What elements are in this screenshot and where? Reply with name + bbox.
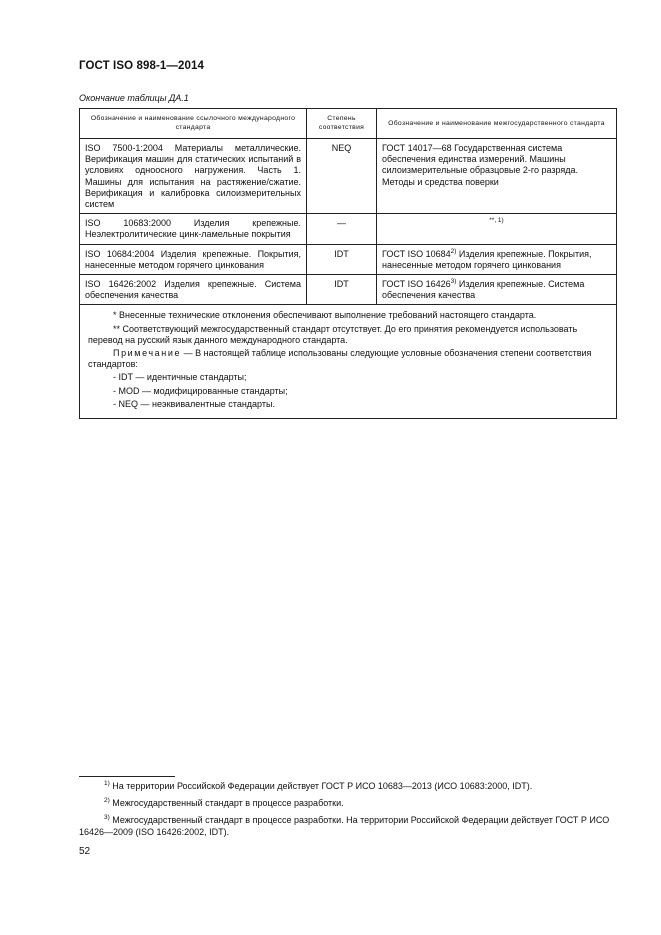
footnote-marker: **, 1): [489, 217, 504, 225]
cell-interstate: [377, 275, 617, 305]
reference-standards-table: [79, 108, 617, 419]
interstate-text: ГОСТ ISO 16426: [382, 279, 451, 290]
cell-international: ISO 10684:2004 Изделия крепежные. Покрытия, нанесенные методом горячего цинкования: [80, 244, 307, 274]
list-item: - NEQ — неэквивалентные стандарты.: [113, 398, 275, 409]
footnote-mark: 3): [104, 814, 110, 821]
cell-degree: IDT: [307, 244, 377, 274]
table-row: [80, 275, 617, 305]
footnote-text: На территории Российской Федерации действует ГОСТ Р ИСО 10683—2013 (ИСО 10683:2000, IDT).: [109, 781, 533, 791]
cell-international: ISO 16426:2002 Изделия крепежные. Система обеспечения качества: [80, 275, 307, 305]
table-caption: Окончание таблицы ДА.1: [79, 93, 189, 103]
interstate-text: ГОСТ 14017—68 Государственная система обеспечения единства измерений. Машины силоизмерительные образцовые 2-го разряда. Методы и средства поверки: [382, 143, 579, 187]
cell-degree: IDT: [307, 275, 377, 305]
cell-international: ISO 7500-1:2004 Материалы металлические. Верификация машин для статических испытаний в условиях одноосного нагружения. Часть 1. Машины для испытания на растяжение/сжатие. Верификация и калибровка силоизмерительных систем: [80, 139, 307, 214]
cell-degree: —: [307, 214, 377, 244]
footnote-marker: 2): [450, 247, 457, 255]
list-item: - IDT — идентичные стандарты;: [113, 372, 247, 383]
table-notes: [80, 305, 617, 419]
note-star-2: ** Соответствующий межгосударственный стандарт отсутствует. До его принятия рекомендуется использовать перевод на русский язык данного международного стандарта.: [88, 323, 578, 345]
column-header-degree: Степень соответствия: [307, 109, 377, 139]
cell-interstate: [377, 139, 617, 214]
footnote-mark: 1): [104, 780, 110, 787]
note-text: — В настоящей таблице использованы следующие условные обозначения степени соответствия стандартов:: [88, 348, 592, 370]
cell-interstate: [377, 244, 617, 274]
column-header-interstate: Обозначение и наименование межгосударственного стандарта: [377, 109, 617, 139]
note-paragraph: [88, 348, 608, 370]
footnote: [79, 780, 616, 792]
note-star-1: * Внесенные технические отклонения обеспечивают выполнение требований настоящего стандарта.: [113, 310, 537, 321]
table-row: [80, 139, 617, 214]
table-header-row: [80, 109, 617, 139]
cell-degree: NEQ: [307, 139, 377, 214]
column-header-international: Обозначение и наименование ссылочного международного стандарта: [80, 109, 307, 139]
table-row: [80, 244, 617, 274]
interstate-text: ГОСТ ISO 10684: [382, 248, 451, 259]
footnote-text: Межгосударственный стандарт в процессе разработки.: [109, 798, 344, 808]
table-row: [80, 214, 617, 244]
note-label: Примечание: [113, 348, 182, 359]
list-item: - MOD — модифицированные стандарты;: [113, 385, 288, 396]
footnote-mark: 2): [104, 797, 110, 804]
cell-international: ISO 10683:2000 Изделия крепежные. Неэлектролитические цинк-ламельные покрытия: [80, 214, 307, 244]
footnote-divider: [79, 776, 175, 777]
footnotes: [79, 780, 616, 843]
footnote-marker: 3): [450, 278, 457, 286]
cell-interstate: [377, 214, 617, 244]
table-notes-row: [80, 305, 617, 419]
footnote: [79, 797, 616, 809]
footnote: [79, 814, 616, 838]
interstate-text: Изделия крепежные. Система обеспечения качества: [382, 279, 585, 301]
footnote-text: Межгосударственный стандарт в процессе разработки. На территории Российской Федерации действует ГОСТ Р ИСО 16426—2009 (ISO 16426:2002, IDT).: [79, 815, 610, 837]
interstate-text: Изделия крепежные. Покрытия, нанесенные методом горячего цинкования: [382, 248, 592, 270]
page-number: 52: [79, 846, 91, 857]
document-header: ГОСТ ISO 898-1—2014: [79, 60, 204, 72]
